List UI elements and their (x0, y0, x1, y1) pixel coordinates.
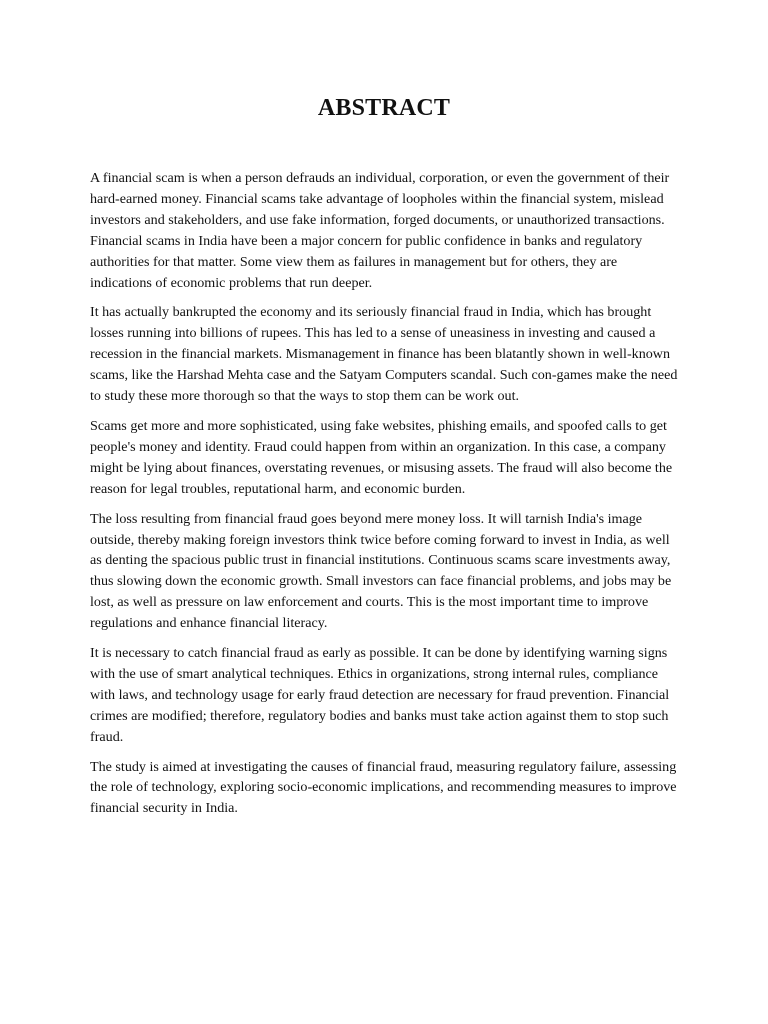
page-title: ABSTRACT (317, 95, 451, 121)
paragraph-5: It is necessary to catch financial fraud as early as possible. It can be done by identifying warning signs with the use of smart analytical techniques. Ethics in organizations, strong internal rules, compliance with laws, and technology usage for early fraud detection are necessary for fraud prevention. Financial crimes are modified; therefore, regulatory bodies and banks must take action against them to stop such fraud. (90, 645, 670, 745)
paragraph-2: It has actually bankrupted the economy and its seriously financial fraud in India, which has brought losses running into billions of rupees. This has led to a sense of uneasiness in investing and caused a recession in the financial markets. Mismanagement in finance has been blatantly shown in well-known scams, like the Harshad Mehta case and the Satyam Computers scandal. Such con-games make the need to study these more thorough so that the ways to stop them can be work out. (90, 304, 678, 405)
paragraph-1: A financial scam is when a person defrauds an individual, corporation, or even the government of their hard-earned money. Financial scams take advantage of loopholes within the financial system, mislead investors and stakeholders, and use fake information, forged documents, or unauthorized transactions. Financial scams in India have been a major concern for public confidence in banks and regulatory authorities for that matter. Some view them as failures in management but for others, they are indications of economic problems that run deeper. (90, 170, 670, 291)
paragraph-6: The study is aimed at investigating the causes of financial fraud, measuring regulatory failure, assessing the role of technology, exploring socio-economic implications, and recommending measures to improve financial security in India. (90, 758, 677, 817)
abstract-body (90, 168, 682, 828)
paragraph-3: Scams get more and more sophisticated, using fake websites, phishing emails, and spoofed calls to get people's money and identity. Fraud could happen from within an organization. In this case, a company might be lying about finances, overstating revenues, or misusing assets. The fraud will also become the reason for legal troubles, reputational harm, and economic burden. (90, 417, 673, 497)
paragraph-4: The loss resulting from financial fraud goes beyond mere money loss. It will tarnish India's image outside, thereby making foreign investors think twice before coming forward to invest in India, as well as denting the spacious public trust in financial institutions. Continuous scams scare investments away, thus slowing down the economic growth. Small investors can face financial problems, and jobs may be lost, as well as pressure on law enforcement and courts. This is the most important time to improve regulations and enhance financial literacy. (90, 510, 672, 632)
